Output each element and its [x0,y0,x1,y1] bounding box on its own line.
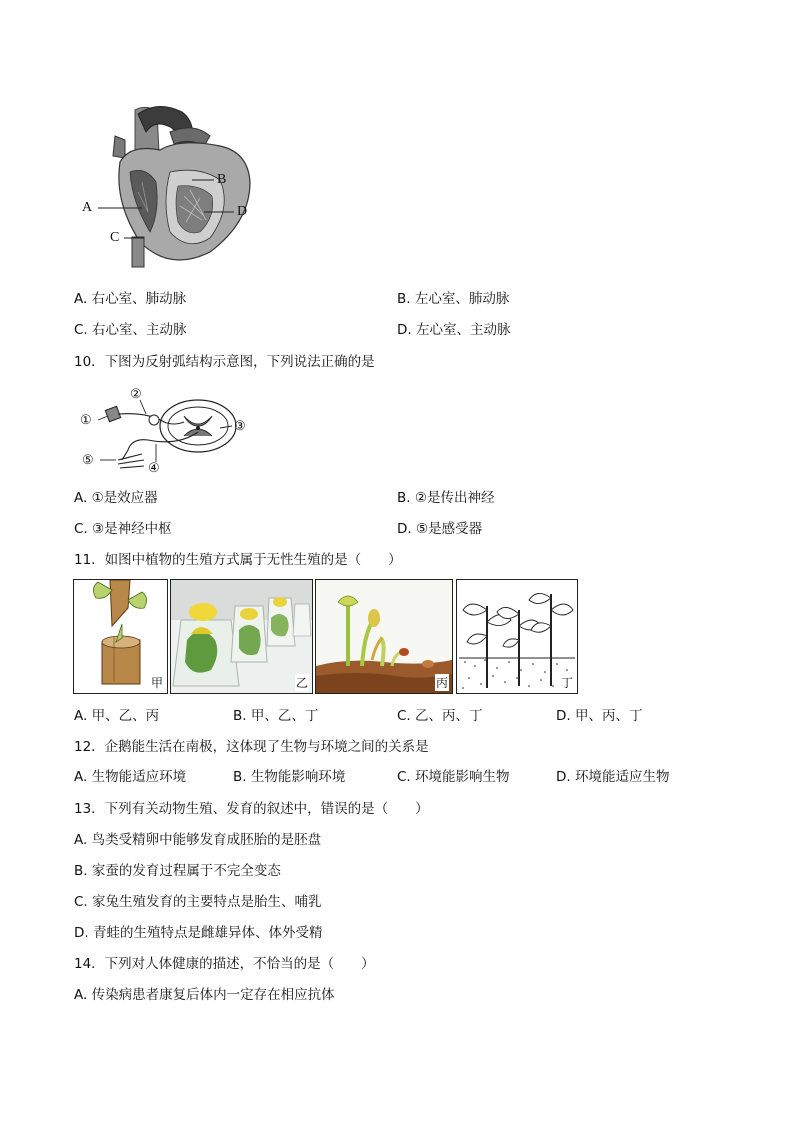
image-jia-grafting [73,579,168,694]
q13-option-c: C. 家兔生殖发育的主要特点是胎生、哺乳 [74,894,322,910]
seed-germination-icon [316,580,452,693]
q14-stem: 14．下列对人体健康的描述，不恰当的是（ ） [74,956,375,972]
label-d: D [237,204,248,219]
q13-option-a: A. 鸟类受精卵中能够发育成胚胎的是胚盘 [74,832,322,848]
caption-bing: 丙 [435,676,448,690]
label-3: ③ [234,418,246,433]
q12-option-c: C. 环境能影响生物 [397,769,510,785]
q11-stem: 11．如图中植物的生殖方式属于无性生殖的是（ ） [74,552,402,568]
reflex-arc-illustration [80,384,260,476]
label-b: B [217,172,227,187]
q14-option-a: A. 传染病患者康复后体内一定存在相应抗体 [74,987,335,1003]
q9-option-b: B. 左心室、肺动脉 [397,291,510,307]
caption-ding: 丁 [560,676,573,690]
q10-option-d: D. ⑤是感受器 [397,521,483,537]
q11-option-b: B. 甲、乙、丁 [233,708,319,724]
q11-option-d: D. 甲、丙、丁 [556,708,643,724]
label-1: ① [80,412,92,427]
label-c: C [110,230,120,245]
label-4: ④ [148,460,160,475]
image-bing-germination [315,579,453,694]
q11-option-c: C. 乙、丙、丁 [397,708,483,724]
heart-illustration [80,102,280,272]
caption-yi: 乙 [295,676,308,690]
q10-option-a: A. ①是效应器 [74,490,158,506]
heart-diagram [80,102,280,272]
q13-option-b: B. 家蚕的发育过程属于不完全变态 [74,863,281,879]
q10-option-c: C. ③是神经中枢 [74,521,172,537]
q9-option-d: D. 左心室、主动脉 [397,322,511,338]
q9-option-a: A. 右心室、肺动脉 [74,291,187,307]
q9-option-c: C. 右心室、主动脉 [74,322,187,338]
tissue-culture-icon [171,580,312,693]
q10-option-b: B. ②是传出神经 [397,490,495,506]
q13-stem: 13．下列有关动物生殖、发育的叙述中，错误的是（ ） [74,801,429,817]
q10-stem: 10．下图为反射弧结构示意图，下列说法正确的是 [74,354,375,370]
label-2: ② [130,386,142,401]
q11-option-a: A. 甲、乙、丙 [74,708,160,724]
q12-option-d: D. 环境能适应生物 [556,769,670,785]
q13-option-d: D. 青蛙的生殖特点是雌雄异体、体外受精 [74,925,323,941]
q12-stem: 12．企鹅能生活在南极，这体现了生物与环境之间的关系是 [74,739,429,755]
label-5: ⑤ [82,452,94,467]
label-a: A [82,200,93,215]
q12-option-b: B. 生物能影响环境 [233,769,346,785]
caption-jia: 甲 [150,676,163,690]
reflex-arc-diagram [80,384,260,476]
image-ding-cutting [456,579,578,694]
image-yi-tissue-culture [170,579,313,694]
q12-option-a: A. 生物能适应环境 [74,769,187,785]
